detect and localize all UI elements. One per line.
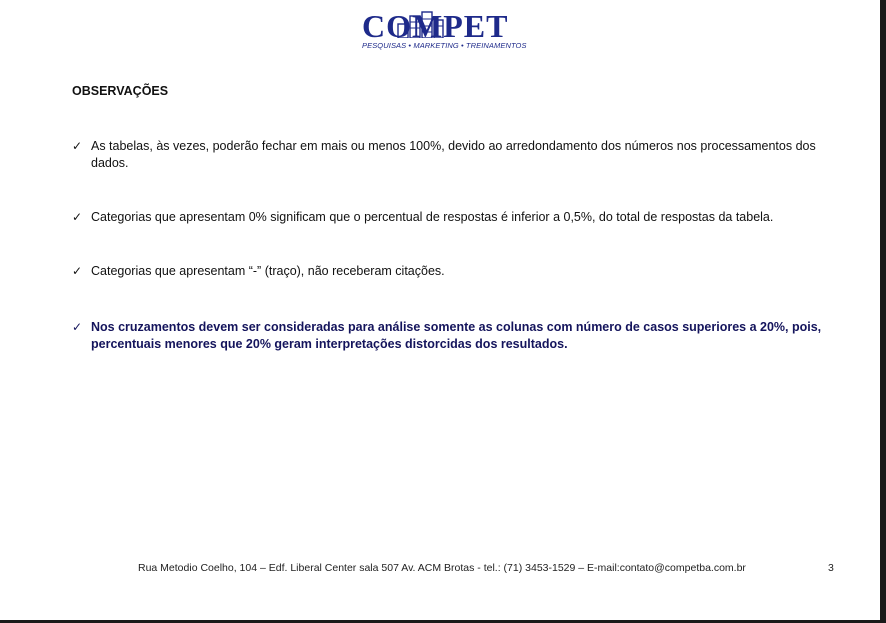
list-item-text: Categorias que apresentam “-” (traço), não receberam citações. [91,264,445,278]
checkmark-icon: ✓ [72,210,83,224]
section-heading: OBSERVAÇÕES [72,84,169,98]
checkmark-icon: ✓ [72,139,83,153]
footer-address: Rua Metodio Coelho, 104 – Edf. Liberal Center sala 507 Av. ACM Brotas - tel.: (71) 3453-1529 – E-mail:contato@competba.com.br [138,562,746,574]
list-item [72,138,842,172]
list-item [72,209,842,226]
page-number: 3 [828,562,834,574]
list-item [72,263,842,280]
compet-logo [360,8,527,52]
list-item-emphasized [72,319,842,353]
checkmark-icon: ✓ [72,320,83,334]
page-edge-right [880,0,886,623]
checkmark-icon: ✓ [72,264,83,278]
logo-wordmark: COMPET [362,8,509,44]
list-item-text: As tabelas, às vezes, poderão fechar em mais ou menos 100%, devido ao arredondamento dos números nos processamentos dos dados. [91,139,816,170]
list-item-text: Nos cruzamentos devem ser consideradas para análise somente as colunas com número de casos superiores a 20%, pois, percentuais menores que 20% geram interpretações distorcidas dos resultados. [91,320,822,351]
list-item-text: Categorias que apresentam 0% significam que o percentual de respostas é inferior a 0,5%, do total de respostas da tabela. [91,210,774,224]
logo-tagline: PESQUISAS • MARKETING • TREINAMENTOS [362,41,527,50]
